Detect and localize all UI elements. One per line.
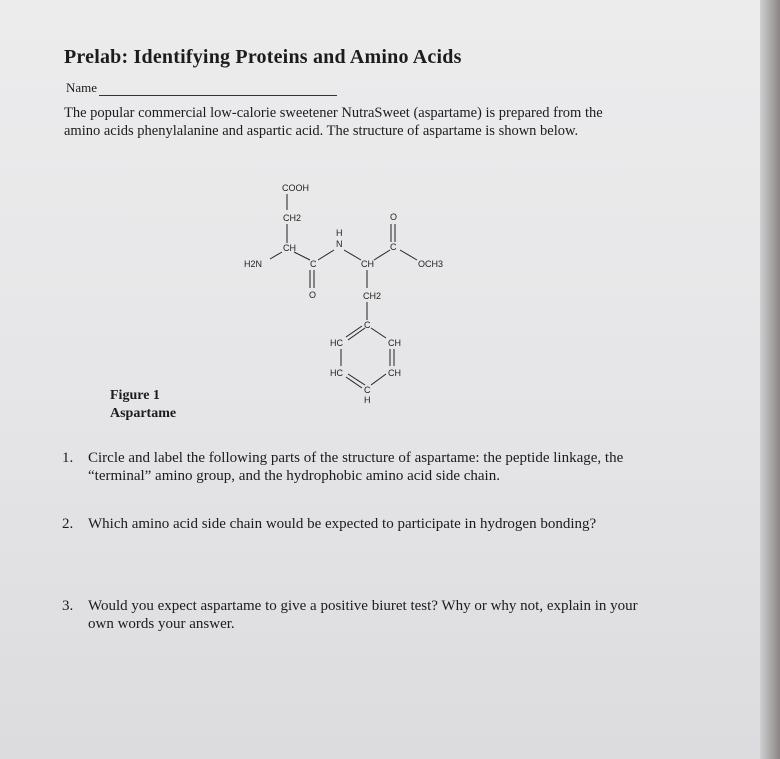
intro-line: amino acids phenylalanine and aspartic acid. The structure of aspartame is shown below. (64, 123, 579, 139)
question-number: 3. (62, 598, 74, 614)
question-number: 1. (62, 450, 74, 466)
figure-label: Figure 1 (110, 388, 160, 403)
figure-caption (110, 387, 176, 423)
atom-n-amide: N (336, 239, 343, 249)
question-2 (62, 515, 596, 533)
name-field (66, 80, 337, 96)
aspartame-structure (230, 180, 470, 410)
atom-ch2-benzyl: CH2 (363, 291, 382, 301)
atom-ch-alpha2: CH (361, 259, 374, 269)
atom-ch-right-down: CH (388, 368, 401, 378)
bond-c-och3 (400, 250, 417, 260)
atom-och3: OCH3 (418, 259, 444, 269)
question-1 (62, 449, 623, 485)
name-blank-line (99, 83, 337, 96)
question-text-line: own words your answer. (88, 616, 235, 632)
atom-o-ester: O (390, 212, 398, 222)
atom-hc-left-down: HC (330, 368, 343, 378)
atom-h-amide: H (336, 228, 343, 238)
name-label: Name (66, 80, 98, 95)
atom-h-ring-bottom: H (364, 395, 371, 405)
atom-o-carbonyl1: O (309, 290, 317, 300)
atom-ch-alpha1: CH (283, 243, 296, 253)
atom-c-ring-bottom: C (364, 385, 371, 395)
atom-cooh: COOH (282, 183, 309, 193)
bond-ring-5b (346, 377, 362, 388)
question-text-line: Which amino acid side chain would be expected to participate in hydrogen bonding? (88, 516, 597, 532)
question-text-line: Would you expect aspartame to give a positive biuret test? Why or why not, explain in your (88, 598, 638, 614)
bond-ch-c (294, 252, 310, 260)
bond-n-ch (344, 250, 361, 260)
bond-ring-6 (371, 374, 386, 385)
question-number: 2. (62, 516, 74, 532)
figure-title: Aspartame (110, 406, 177, 421)
question-text-line: “terminal” amino group, and the hydrophobic amino acid side chain. (88, 468, 500, 484)
atom-c-carbonyl1: C (310, 259, 317, 269)
bond-ch-h2n (270, 252, 282, 259)
bond-ring-5a (348, 374, 365, 385)
bond-ring-2 (371, 328, 386, 338)
bond-ch-c-ester (374, 250, 390, 260)
atom-c-ester: C (390, 242, 397, 252)
atom-h2n: H2N (244, 259, 263, 269)
intro-paragraph (64, 104, 724, 140)
question-text-line: Circle and label the following parts of the structure of aspartame: the peptide linkage, the (88, 450, 624, 466)
intro-line: The popular commercial low-calorie sweetener NutraSweet (aspartame) is prepared from the (64, 105, 603, 121)
atom-ch2-top: CH2 (283, 213, 302, 223)
atom-c-ring-top: C (364, 320, 371, 330)
atom-hc-left-up: HC (330, 338, 343, 348)
page-title: Prelab: Identifying Proteins and Amino Acids (64, 46, 462, 68)
structure-atom-labels (244, 183, 443, 405)
question-3 (62, 597, 638, 633)
structure-bonds (270, 194, 417, 388)
page-edge-shadow (760, 0, 780, 759)
bond-c-n (318, 250, 334, 260)
atom-ch-right-up: CH (388, 338, 401, 348)
